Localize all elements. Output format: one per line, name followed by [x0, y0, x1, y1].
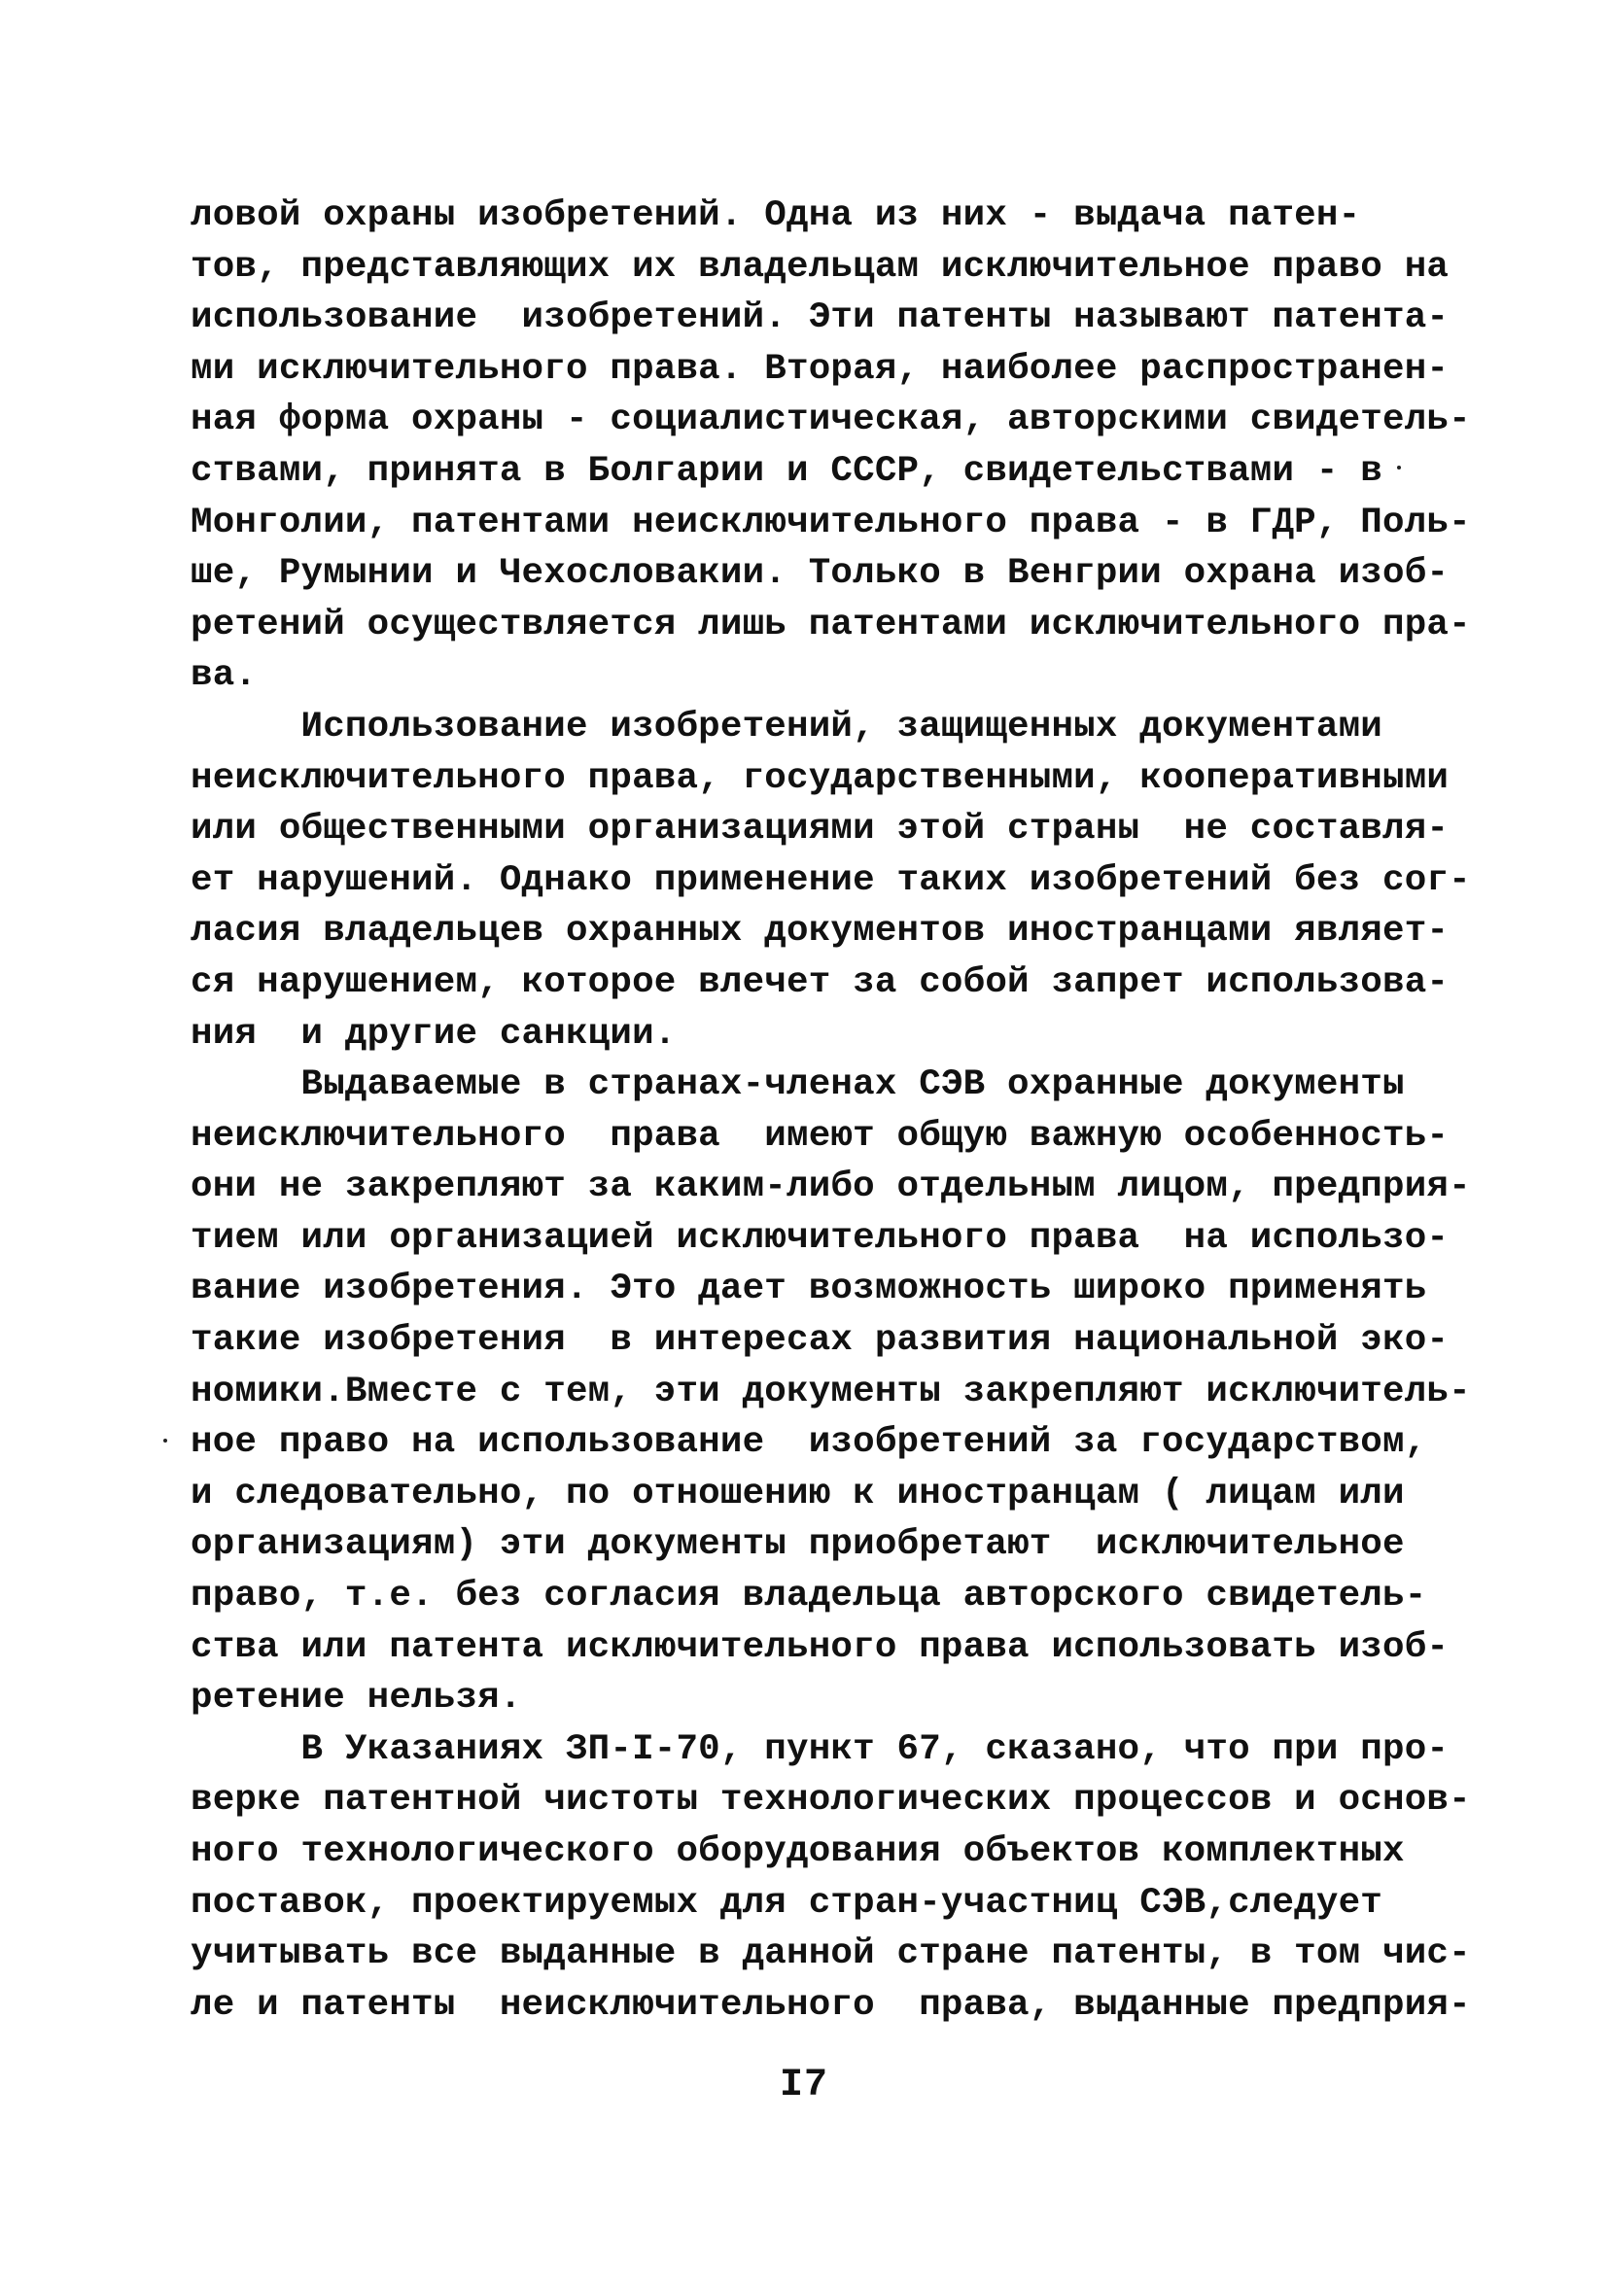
text-line: или общественными организациями этой страны не составля-	[191, 809, 1450, 851]
text-line: ле и патенты неисключительного права, выданные предприя-	[191, 1984, 1471, 2026]
text-line: ше, Румынии и Чехословакии. Только в Венгрии охрана изоб-	[191, 553, 1450, 595]
text-line: организациям) эти документы приобретают исключительное	[191, 1524, 1405, 1566]
text-line: номики.Вместе с тем, эти документы закрепляют исключитель-	[191, 1371, 1471, 1412]
text-line: ми исключительного права. Вторая, наиболее распространен-	[191, 348, 1450, 390]
text-line: тов, представляющих их владельцам исключительное право на	[191, 246, 1450, 288]
scan-speck	[1397, 466, 1401, 470]
text-line: поставок, проектируемых для стран-участниц СЭВ,следует	[191, 1882, 1382, 1924]
text-line: ся нарушением, которое влечет за собой запрет использова-	[191, 961, 1450, 1003]
text-line: ствами, принята в Болгарии и СССР, свидетельствами - в	[191, 450, 1382, 492]
text-line: ное право на использование изобретений за государством,	[191, 1422, 1427, 1464]
scan-speck	[163, 1439, 167, 1443]
text-line: Использование изобретений, защищенных документами	[191, 706, 1382, 748]
text-line: ловой охраны изобретений. Одна из них - выдача патен-	[191, 195, 1361, 236]
body-text	[191, 191, 1471, 2031]
text-line: такие изобретения в интересах развития национальной эко-	[191, 1320, 1450, 1362]
text-line: ретение нельзя.	[191, 1678, 522, 1720]
text-line: они не закрепляют за каким-либо отдельным лицом, предприя-	[191, 1166, 1471, 1208]
text-line: неисключительного права, государственными, кооперативными	[191, 757, 1450, 799]
text-line: неисключительного права имеют общую важную особенность-	[191, 1115, 1450, 1157]
text-line: В Указаниях ЗП-I-70, пункт 67, сказано, что при про-	[191, 1728, 1450, 1770]
text-line: ретений осуществляется лишь патентами исключительного пра-	[191, 604, 1471, 645]
text-line: учитывать все выданные в данной стране патенты, в том чис-	[191, 1933, 1471, 1975]
text-line: верке патентной чистоты технологических процессов и основ-	[191, 1780, 1471, 1822]
text-line: и следовательно, по отношению к иностранцам ( лицам или	[191, 1473, 1405, 1514]
text-line: Выдаваемые в странах-членах СЭВ охранные документы	[191, 1064, 1405, 1106]
text-line: ласия владельцев охранных документов иностранцами являет-	[191, 911, 1450, 953]
text-line: ства или патента исключительного права использовать изоб-	[191, 1626, 1450, 1668]
text-line: ет нарушений. Однако применение таких изобретений без сог-	[191, 859, 1471, 901]
text-line: использование изобретений. Эти патенты называют патента-	[191, 297, 1450, 339]
text-line: Монголии, патентами неисключительного права - в ГДР, Поль-	[191, 502, 1471, 543]
text-line: ва.	[191, 655, 258, 697]
text-line: ная форма охраны - социалистическая, авторскими свидетель-	[191, 400, 1471, 441]
text-line: тием или организацией исключительного права на использо-	[191, 1217, 1450, 1259]
page-number: I7	[779, 2064, 828, 2107]
text-line: право, т.е. без согласия владельца авторского свидетель-	[191, 1576, 1427, 1618]
text-line: ния и другие санкции.	[191, 1013, 677, 1055]
text-line: ного технологического оборудования объектов комплектных	[191, 1831, 1405, 1872]
text-line: вание изобретения. Это дает возможность широко применять	[191, 1269, 1427, 1310]
